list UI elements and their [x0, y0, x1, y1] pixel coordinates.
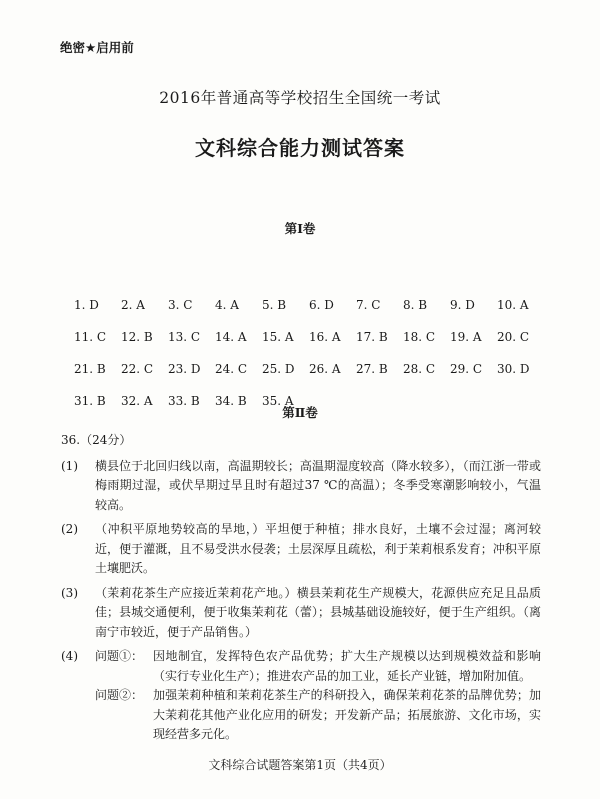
answer-item: 18. C: [403, 330, 436, 344]
part-text: 横县位于北回归线以南，高温期较长；高温期湿度较高（降水较多），（而江浙一带或梅雨期过湿，或伏旱期过旱且时有超过37 ℃的高温）；冬季受寒潮影响较小，气温较高。: [95, 458, 541, 512]
part-number: (1): [61, 458, 78, 473]
part-text: （冲积平原地势较高的旱地，）平坦便于种植；排水良好，土壤不会过湿；离河较近，便于灌溉，且不易受洪水侵袭；土层深厚且疏松，利于茉莉根系发育；冲积平原土壤肥沃。: [95, 522, 541, 575]
answer-item: 21. B: [74, 362, 106, 376]
answer-item: 28. C: [403, 362, 436, 376]
answer-item: 13. C: [168, 330, 201, 344]
answer-item: 9. D: [450, 298, 475, 312]
section-1-heading: 第Ⅰ卷: [284, 221, 316, 236]
answer-item: 23. D: [168, 362, 201, 376]
answer-item: 7. C: [356, 298, 381, 312]
answer-item: 33. B: [168, 394, 200, 408]
sub-question-1: [95, 647, 541, 686]
multiple-choice-answers: [74, 289, 544, 417]
answer-part-1: [61, 457, 541, 516]
answer-item: 14. A: [215, 330, 247, 344]
question-36-answer: [61, 431, 541, 750]
sub-question-label: 问题①：: [95, 649, 144, 663]
answer-row: [74, 353, 544, 385]
section-2-heading: 第Ⅱ卷: [282, 405, 318, 420]
sub-question-text: 加强茉莉种植和茉莉花茶生产的科研投入，确保茉莉花茶的品牌优势；加大茉莉花其他产业化应用的研发；开发新产品；拓展旅游、文化市场，实现经营多元化。: [153, 688, 541, 741]
answer-part-4: [61, 647, 541, 745]
answer-item: 1. D: [74, 298, 99, 312]
answer-item: 17. B: [356, 330, 388, 344]
answer-item: 4. A: [215, 298, 239, 312]
answer-part-2: [61, 520, 541, 579]
answer-item: 10. A: [497, 298, 529, 312]
answer-item: 27. B: [356, 362, 388, 376]
sub-question-text: 因地制宜，发挥特色农产品优势；扩大生产规模以达到规模效益和影响（实行专业化生产）；推进农产品的加工业，延长产业链，增加附加值。: [153, 649, 541, 683]
answer-item: 35. A: [262, 394, 294, 408]
answer-row: [74, 321, 544, 353]
answer-item: 12. B: [121, 330, 153, 344]
confidential-label: 绝密★启用前: [60, 40, 134, 55]
answer-item: 26. A: [309, 362, 341, 376]
answer-item: 15. A: [262, 330, 294, 344]
answer-item: 22. C: [121, 362, 154, 376]
sub-question-label: 问题②：: [95, 688, 144, 702]
sub-question-2: [95, 686, 541, 745]
answer-item: 19. A: [450, 330, 482, 344]
answer-item: 24. C: [215, 362, 248, 376]
answer-item: 29. C: [450, 362, 483, 376]
answer-item: 20. C: [497, 330, 530, 344]
part-number: (2): [61, 522, 78, 536]
answer-item: 30. D: [497, 362, 530, 376]
answer-item: 34. B: [215, 394, 247, 408]
answer-item: 25. D: [262, 362, 295, 376]
answer-item: 16. A: [309, 330, 341, 344]
part-number: (4): [61, 649, 78, 663]
document-title: 文科综合能力测试答案: [195, 136, 405, 160]
part-number: (3): [61, 585, 78, 600]
answer-item: 3. C: [168, 298, 193, 312]
answer-item: 6. D: [309, 298, 334, 312]
page-footer: 文科综合试题答案第1页（共4页）: [208, 758, 392, 772]
question-36-heading: 36.（24分）: [61, 433, 132, 447]
answer-item: 8. B: [403, 298, 428, 312]
answer-item: 11. C: [74, 330, 107, 344]
answer-part-3: [61, 584, 541, 643]
part-4-body: [95, 647, 541, 745]
answer-item: 5. B: [262, 298, 287, 312]
answer-row: [74, 289, 544, 321]
answer-item: 31. B: [74, 394, 106, 408]
answer-item: 32. A: [121, 394, 153, 408]
exam-title: 2016年普通高等学校招生全国统一考试: [159, 89, 441, 107]
part-text: （茉莉花茶生产应接近茉莉花产地。）横县茉莉花生产规模大，花源供应充足且品质佳；县城交通便利，便于收集茉莉花（蕾）；县城基础设施较好，便于生产组织。（离南宁市较近，便于产品销售。）: [95, 585, 541, 639]
answer-item: 2. A: [121, 298, 145, 312]
